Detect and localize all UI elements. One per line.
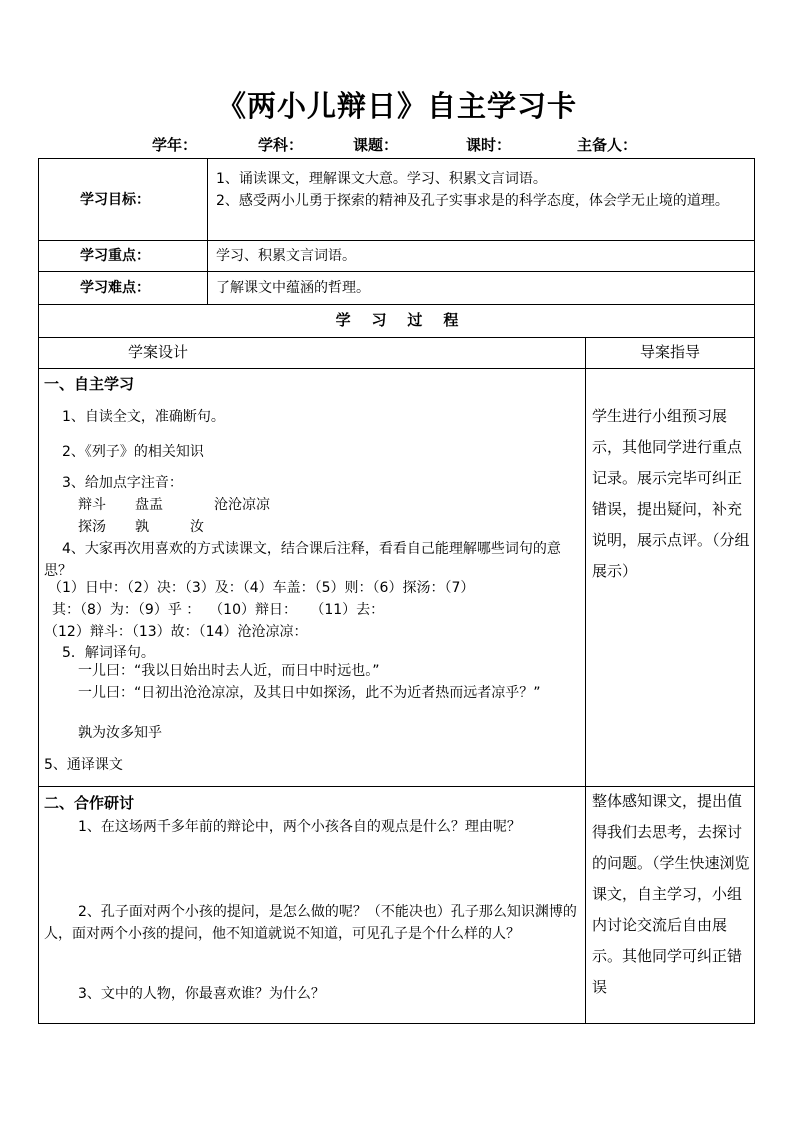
- word-list-line-2: 其：（8）为：（9）乎 ： （10）辩日： （11）去：: [52, 602, 385, 618]
- section-2-question-1: 1、在这场两千多年前的辩论中，两个小孩各自的观点是什么？理由呢？: [78, 819, 521, 835]
- char-annotation: 孰: [135, 519, 149, 535]
- goals-label: 学习目标：: [80, 192, 150, 208]
- quote-2: 一儿曰：“日初出沧沧凉凉，及其日中如探汤，此不为近者热而远者凉乎？”: [78, 685, 541, 701]
- row-divider: [38, 368, 755, 369]
- char-annotation: 辩斗: [78, 497, 106, 513]
- section-1-item-6: 5、通译课文: [44, 757, 123, 773]
- col-divider: [207, 158, 208, 304]
- row-divider: [38, 271, 755, 272]
- col-divider: [585, 337, 586, 1023]
- goals-text-2: 2、感受两小儿勇于探索的精神及孔子实事求是的科学态度，体会学无止境的道理。: [216, 193, 729, 209]
- quote-1: 一儿曰：“我以日始出时去人近，而日中时远也。”: [78, 663, 380, 679]
- guide-notes-2: 整体感知课文，提出值得我们去思考，去探讨的问题。（学生快速浏览课文，自主学习，小组内讨论交流后自由展示。其他同学可纠正错误: [592, 792, 750, 996]
- page-title: 《两小儿辩日》自主学习卡: [216, 89, 577, 123]
- section-1-item-4: 4、大家再次用喜欢的方式读课文，结合课后注释，看看自己能理解哪些词句的意思？: [44, 541, 561, 579]
- char-annotation: 沧沧凉凉: [214, 497, 270, 513]
- section-1-item-3: 3、给加点字注音：: [62, 475, 183, 491]
- preparer-label: 主备人：: [577, 136, 638, 154]
- word-list-line-1: （1）日中：（2）决：（3）及：（4）车盖：（5）则：（6）探汤：（7）: [48, 580, 475, 596]
- difficulty-text: 了解课文中蕴涵的哲理。: [216, 280, 370, 296]
- section-1-item-1: 1、自读全文，准确断句。: [62, 409, 225, 425]
- difficulty-label: 学习难点：: [80, 280, 150, 296]
- subject-label: 学科：: [258, 136, 304, 154]
- row-divider: [38, 304, 755, 305]
- design-column-header: 学案设计: [128, 343, 189, 361]
- focus-label: 学习重点：: [80, 248, 150, 264]
- section-1-heading: 一、自主学习: [44, 375, 135, 393]
- goals-text-1: 1、诵读课文，理解课文大意。学习、积累文言词语。: [216, 171, 547, 187]
- section-2-heading: 二、合作研讨: [44, 794, 135, 812]
- school-year-label: 学年：: [152, 136, 198, 154]
- topic-label: 课题：: [353, 136, 399, 154]
- process-heading: 学 习 过 程: [335, 311, 459, 329]
- focus-text: 学习、积累文言词语。: [216, 248, 356, 264]
- quote-3: 孰为汝多知乎: [78, 725, 162, 741]
- word-list-line-3: （12）辩斗：（13）故：（14）沧沧凉凉：: [44, 624, 308, 640]
- char-annotation: 探汤: [78, 519, 106, 535]
- section-2-question-2: 2、孔子面对两个小孩的提问，是怎么做的呢？（不能决也）孔子那么知识渊博的人，面对两个小孩的提问，他不知道就说不知道，可见孔子是个什么样的人？: [44, 904, 577, 942]
- period-label: 课时：: [466, 136, 512, 154]
- row-divider: [38, 240, 755, 241]
- char-annotation: 汝: [190, 519, 204, 535]
- char-annotation: 盘盂: [135, 497, 163, 513]
- guide-column-header: 导案指导: [640, 343, 701, 361]
- section-1-item-2: 2、《列子》的相关知识: [62, 444, 204, 460]
- row-divider: [38, 337, 755, 338]
- section-1-item-5: 5．解词译句。: [62, 645, 155, 661]
- section-2-question-3: 3、文中的人物，你最喜欢谁？为什么？: [78, 986, 325, 1002]
- guide-notes-1: 学生进行小组预习展示，其他同学进行重点记录。展示完毕可纠正错误，提出疑问，补充说明，展示点评。（分组展示）: [592, 407, 750, 580]
